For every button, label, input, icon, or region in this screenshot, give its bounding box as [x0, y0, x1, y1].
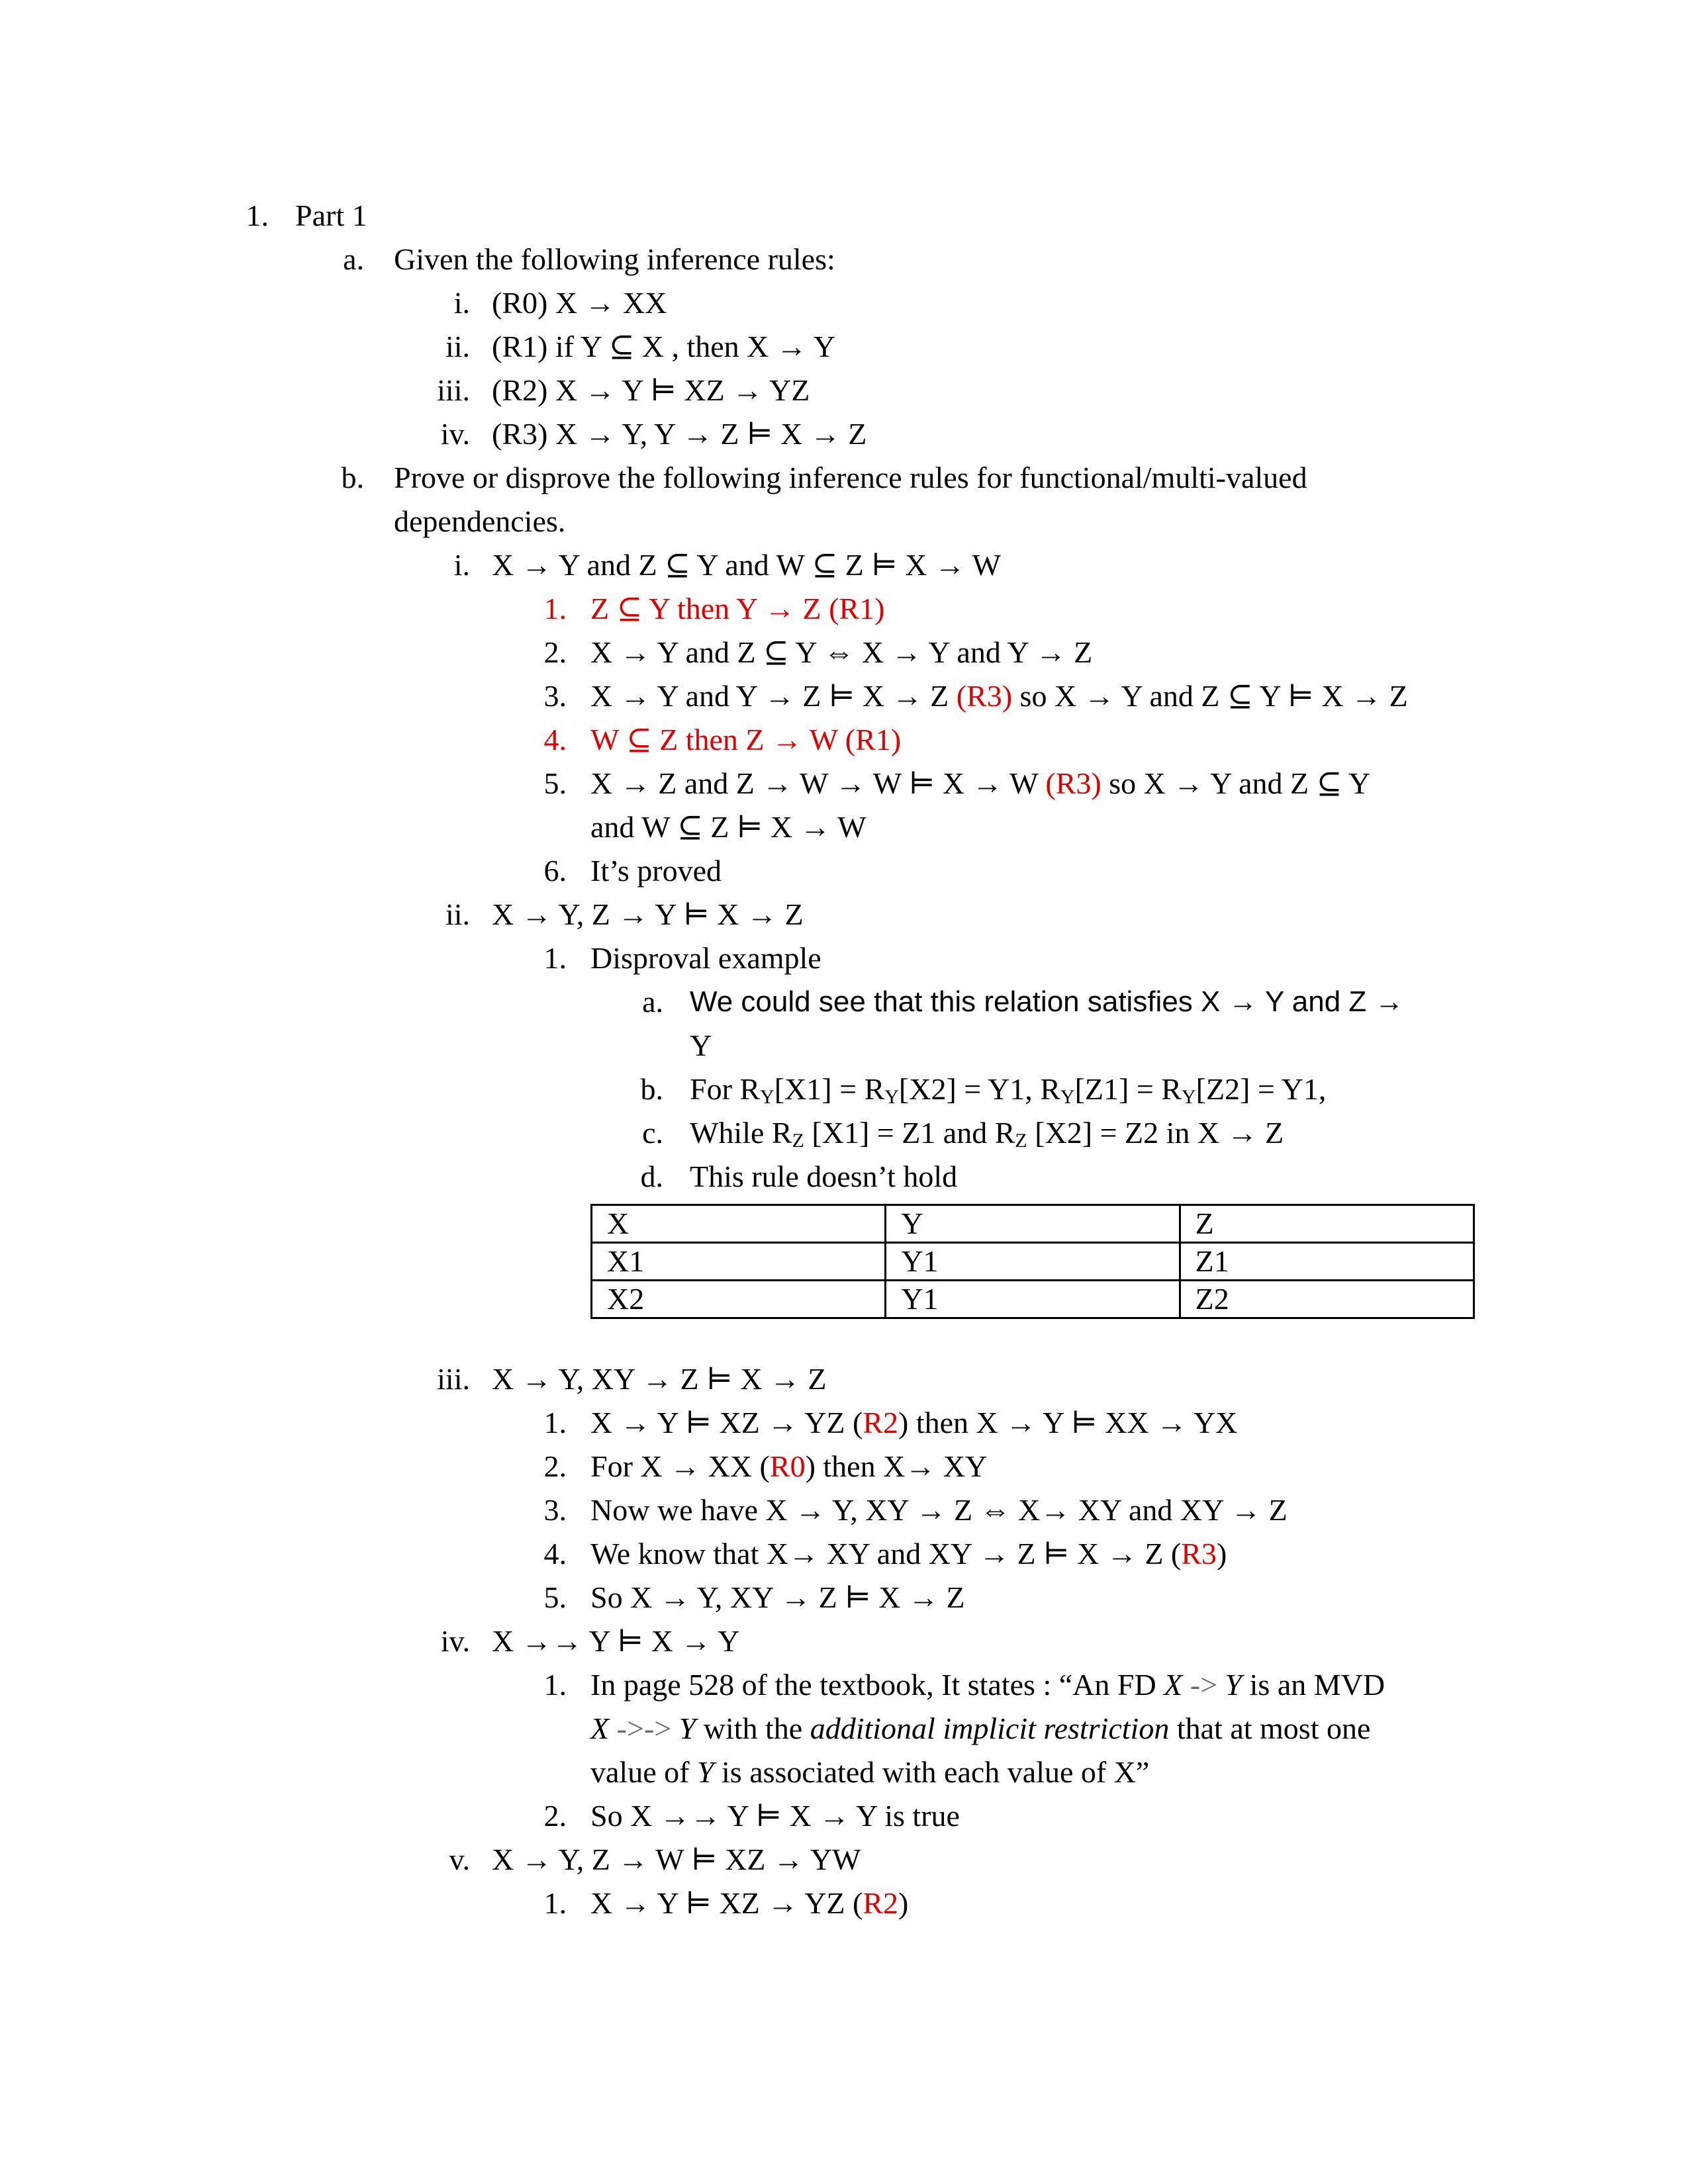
item-iii-step5-number: 5. — [543, 1580, 567, 1614]
item-ii-statement: X → Y, Z → Y ⊨ X → Z — [492, 897, 804, 931]
rule-r2-marker: iii. — [437, 373, 470, 407]
item-ii-b-text: For $R_Y[X1] = R_Y[X2] = Y1$, $R_Y[Z1] = R_Y[Z2] = Y1$, — [690, 1072, 1327, 1108]
item-i-step3: X → Y and Y → Z ⊨ X → Z (R3) so X → Y and Z ⊆ Y ⊨ X → Z — [590, 679, 1408, 713]
rule-r2: (R2) X → Y ⊨ XZ → YZ — [492, 373, 810, 407]
rule-r1-marker: ii. — [445, 330, 470, 363]
reference-r3: (R3) — [956, 679, 1013, 713]
item-iv-marker: iv. — [440, 1624, 470, 1658]
item-ii-b-marker: b. — [640, 1072, 663, 1106]
item-iii-step4-number: 4. — [543, 1537, 567, 1570]
relation-table — [590, 1204, 1475, 1319]
rule-r3-marker: iv. — [440, 417, 470, 451]
item-v-step1-number: 1. — [543, 1886, 567, 1920]
item-ii-a-text: We could see that this relation satisfies X → Y and Z → — [690, 985, 1404, 1018]
table-cell: X2 — [592, 1281, 886, 1318]
item-i-step1: Z ⊆ Y then Y → Z (R1) — [590, 592, 885, 625]
item-ii-d-marker: d. — [640, 1160, 663, 1193]
table-row — [592, 1243, 1474, 1281]
item-iii-marker: iii. — [437, 1362, 470, 1396]
table-header-row — [592, 1205, 1474, 1243]
item-ii-a-marker: a. — [642, 985, 663, 1019]
table-cell: Z2 — [1180, 1281, 1474, 1318]
item-iii-step2-number: 2. — [543, 1449, 567, 1483]
reference-r3: (R3) — [1045, 766, 1102, 800]
item-iv-step1-number: 1. — [543, 1668, 567, 1702]
item-ii-a-continuation: Y — [690, 1028, 712, 1062]
table-cell: Y1 — [886, 1281, 1180, 1318]
item-iv-statement: X →→ Y ⊨ X → Y — [492, 1624, 740, 1658]
item-iii-step1-number: 1. — [543, 1406, 567, 1439]
reference-r0: R0 — [769, 1449, 806, 1483]
table-cell: Y1 — [886, 1243, 1180, 1281]
item-v-step1: X → Y ⊨ XZ → YZ (R2) — [590, 1886, 909, 1920]
table-row — [592, 1281, 1474, 1318]
item-iii-step3: Now we have X → Y, XY → Z ⇔ X→ XY and XY → Z — [590, 1493, 1288, 1527]
item-iv-step2-number: 2. — [543, 1799, 567, 1833]
item-iii-step2: For X → XX (R0) then X→ XY — [590, 1449, 988, 1483]
item-i-marker: i. — [453, 548, 470, 582]
reference-r3: R3 — [1181, 1537, 1217, 1570]
item-v-marker: v. — [449, 1843, 470, 1876]
item-i-step4-number: 4. — [543, 723, 567, 756]
item-iv-step1-line2: X ->-> Y with the additional implicit restriction that at most one — [590, 1711, 1371, 1745]
section-b-heading-line1: Prove or disprove the following inference rules for functional/multi-valued — [394, 461, 1307, 494]
section-b-marker: b. — [341, 461, 364, 494]
rule-r1: (R1) if Y ⊆ X , then X → Y — [492, 330, 835, 363]
rule-r0: (R0) X → XX — [492, 286, 667, 320]
item-iii-step5: So X → Y, XY → Z ⊨ X → Z — [590, 1580, 965, 1614]
item-i-step6-number: 6. — [543, 854, 567, 887]
section-a-heading: Given the following inference rules: — [394, 242, 835, 276]
item-i-statement: X → Y and Z ⊆ Y and W ⊆ Z ⊨ X → W — [492, 548, 1002, 582]
item-i-step1-number: 1. — [543, 592, 567, 625]
rule-r3: (R3) X → Y, Y → Z ⊨ X → Z — [492, 417, 867, 451]
reference-r2: R2 — [863, 1406, 899, 1439]
item-ii-step1-number: 1. — [543, 941, 567, 975]
item-i-step2-number: 2. — [543, 635, 567, 669]
item-ii-c-marker: c. — [642, 1116, 663, 1150]
item-iv-step1-line3: value of Y is associated with each value of X” — [590, 1755, 1150, 1789]
rule-r0-marker: i. — [453, 286, 470, 320]
item-i-step5: X → Z and Z → W → W ⊨ X → W (R3) so X → Y and Z ⊆ Y — [590, 766, 1371, 800]
part-title: Part 1 — [295, 199, 367, 232]
section-a-marker: a. — [343, 242, 364, 276]
item-ii-c-text: While $R_Z$ [X1] = Z1 and $R_Z$ [X2] = Z2 in X → Z — [690, 1116, 1284, 1152]
item-i-step5-continuation: and W ⊆ Z ⊨ X → W — [590, 810, 867, 844]
item-ii-d-text: This rule doesn’t hold — [690, 1160, 958, 1193]
item-iv-step1-line1: In page 528 of the textbook, It states : “An FD X -> Y is an MVD — [590, 1668, 1385, 1702]
table-header-cell: Z — [1180, 1205, 1474, 1243]
item-iii-step3-number: 3. — [543, 1493, 567, 1527]
item-ii-marker: ii. — [445, 897, 470, 931]
item-i-step6: It’s proved — [590, 854, 722, 887]
item-iv-step2: So X →→ Y ⊨ X → Y is true — [590, 1799, 960, 1833]
item-i-step3-number: 3. — [543, 679, 567, 713]
reference-r2: R2 — [863, 1886, 899, 1920]
table-header-cell: Y — [886, 1205, 1180, 1243]
table-cell: Z1 — [1180, 1243, 1474, 1281]
item-iii-statement: X → Y, XY → Z ⊨ X → Z — [492, 1362, 827, 1396]
section-b-heading-line2: dependencies. — [394, 504, 566, 538]
item-i-step5-number: 5. — [543, 766, 567, 800]
part-number: 1. — [246, 199, 269, 232]
item-v-statement: X → Y, Z → W ⊨ XZ → YW — [492, 1843, 861, 1876]
item-i-step2: X → Y and Z ⊆ Y ⇔ X → Y and Y → Z — [590, 635, 1093, 669]
item-iii-step4: We know that X→ XY and XY → Z ⊨ X → Z (R3) — [590, 1537, 1227, 1570]
item-i-step4: W ⊆ Z then Z → W (R1) — [590, 723, 902, 756]
table-header-cell: X — [592, 1205, 886, 1243]
table-cell: X1 — [592, 1243, 886, 1281]
item-ii-step1: Disproval example — [590, 941, 821, 975]
item-iii-step1: X → Y ⊨ XZ → YZ (R2) then X → Y ⊨ XX → YX — [590, 1406, 1238, 1439]
